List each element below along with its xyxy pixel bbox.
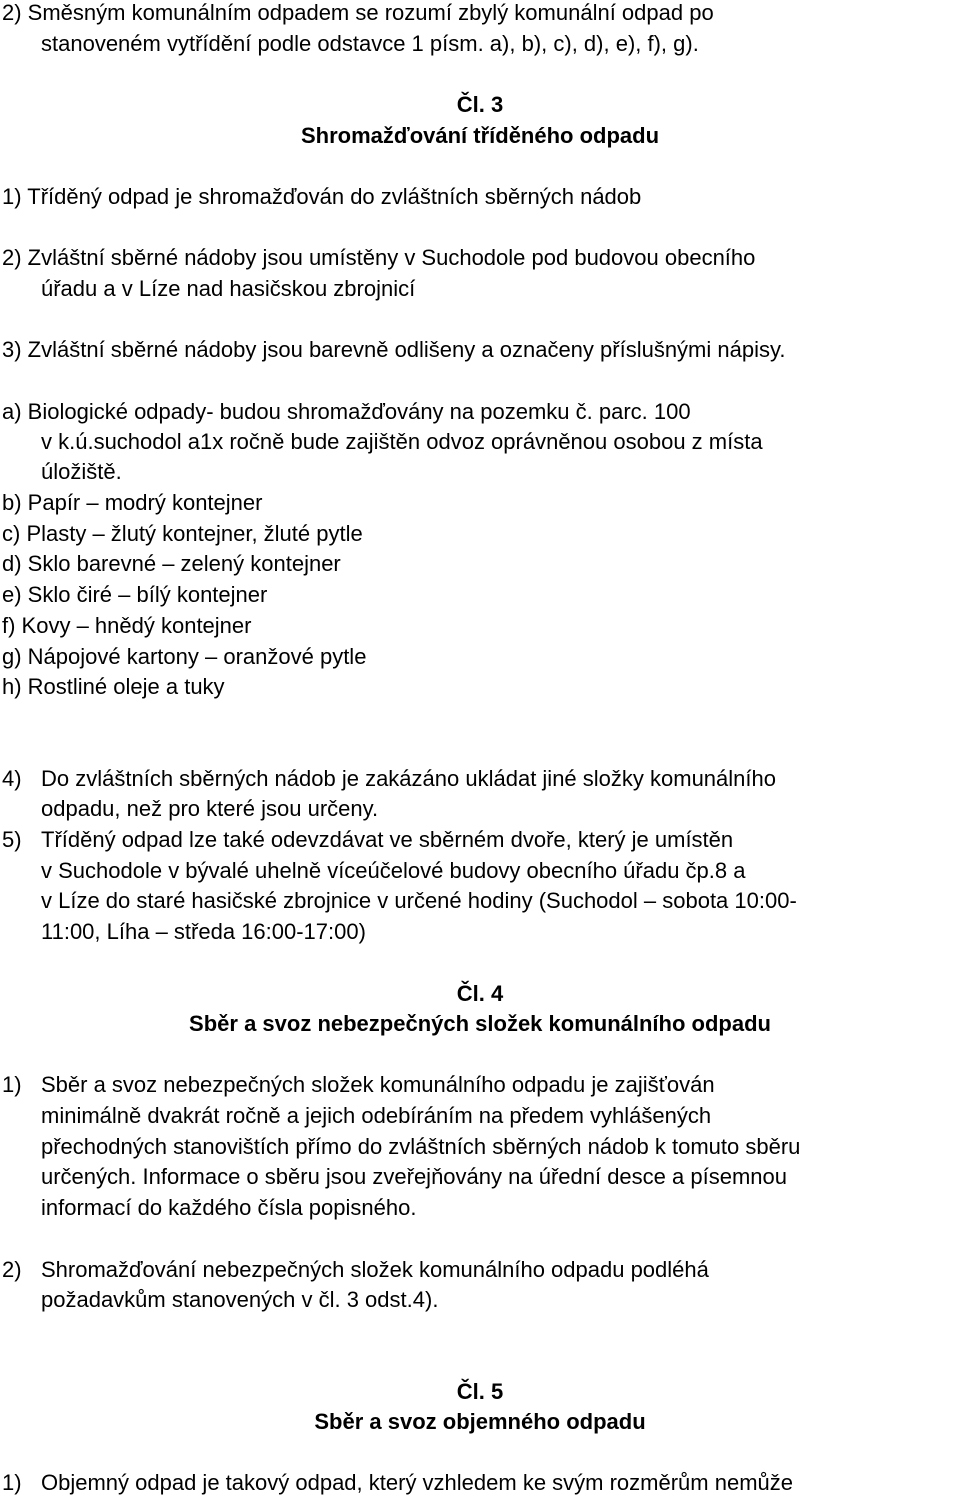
paragraph-line: přechodných stanovištích přímo do zvláštních sběrných nádob k tomuto sběru [41,1134,801,1159]
article-5-title: Sběr a svoz objemného odpadu [314,1409,646,1434]
paragraph-line: určených. Informace o sběru jsou zveřejňovány na úřední desce a písemnou [41,1164,787,1189]
paragraph-line: 3) Zvláštní sběrné nádoby jsou barevně odlišeny a označeny příslušnými nápisy. [2,337,786,362]
paragraph-line: 1) Tříděný odpad je shromažďován do zvláštních sběrných nádob [2,184,642,209]
list-item: g) Nápojové kartony – oranžové pytle [2,644,367,669]
article-5-number: Čl. 5 [456,1379,504,1404]
item-number: 1) [2,1072,22,1097]
list-item-continuation: v k.ú.suchodol a1x ročně bude zajištěn odvoz oprávněnou osobou z místa [41,429,763,454]
paragraph-line: 11:00, Líha – středa 16:00-17:00) [41,919,366,944]
paragraph-line [0,1467,960,1498]
list-item: a) Biologické odpady- budou shromažďovány na pozemku č. parc. 100 [2,399,691,424]
paragraph-line [0,1069,960,1100]
list-item: d) Sklo barevné – zelený kontejner [2,551,341,576]
paragraph-line: informací do každého čísla popisného. [41,1195,417,1220]
article-3-number: Čl. 3 [456,92,504,117]
item-number: 2) [2,1257,22,1282]
paragraph-line: v Suchodole v bývalé uhelně víceúčelové budovy obecního úřadu čp.8 a [41,858,746,883]
item-text: Objemný odpad je takový odpad, který vzhledem ke svým rozměrům nemůže [41,1470,793,1495]
paragraph-line [0,1254,960,1285]
item-number: 1) [2,1470,22,1495]
item-text: Shromažďování nebezpečných složek komunálního odpadu podléhá [41,1257,709,1282]
item-number: 4) [2,766,22,791]
paragraph-line: požadavkům stanovených v čl. 3 odst.4). [41,1287,439,1312]
item-text: Do zvláštních sběrných nádob je zakázáno ukládat jiné složky komunálního [41,766,776,791]
paragraph-line: odpadu, než pro které jsou určeny. [41,796,379,821]
paragraph-line: 2) Směsným komunálním odpadem se rozumí zbylý komunální odpad po [2,0,714,25]
list-item: b) Papír – modrý kontejner [2,490,263,515]
item-text: Tříděný odpad lze také odevzdávat ve sběrném dvoře, který je umístěn [41,827,734,852]
paragraph-line: stanoveném vytřídění podle odstavce 1 písm. a), b), c), d), e), f), g). [41,31,699,56]
list-item: f) Kovy – hnědý kontejner [2,613,252,638]
item-text: Sběr a svoz nebezpečných složek komunálního odpadu je zajišťován [41,1072,715,1097]
list-item-continuation: úložiště. [41,459,122,484]
paragraph-line [0,824,960,855]
paragraph-line [0,763,960,794]
list-item: e) Sklo čiré – bílý kontejner [2,582,268,607]
article-4-title: Sběr a svoz nebezpečných složek komunálního odpadu [189,1011,771,1036]
list-item: h) Rostliné oleje a tuky [2,674,225,699]
paragraph-line: úřadu a v Líze nad hasičskou zbrojnicí [41,276,416,301]
article-3-title: Shromažďování tříděného odpadu [300,123,660,148]
paragraph-line: 2) Zvláštní sběrné nádoby jsou umístěny v Suchodole pod budovou obecního [2,245,756,270]
paragraph-line: v Líze do staré hasičské zbrojnice v určené hodiny (Suchodol – sobota 10:00- [41,888,797,913]
paragraph-line: minimálně dvakrát ročně a jejich odebíráním na předem vyhlášených [41,1103,712,1128]
list-item: c) Plasty – žlutý kontejner, žluté pytle [2,521,363,546]
article-4-number: Čl. 4 [456,981,504,1006]
item-number: 5) [2,827,22,852]
